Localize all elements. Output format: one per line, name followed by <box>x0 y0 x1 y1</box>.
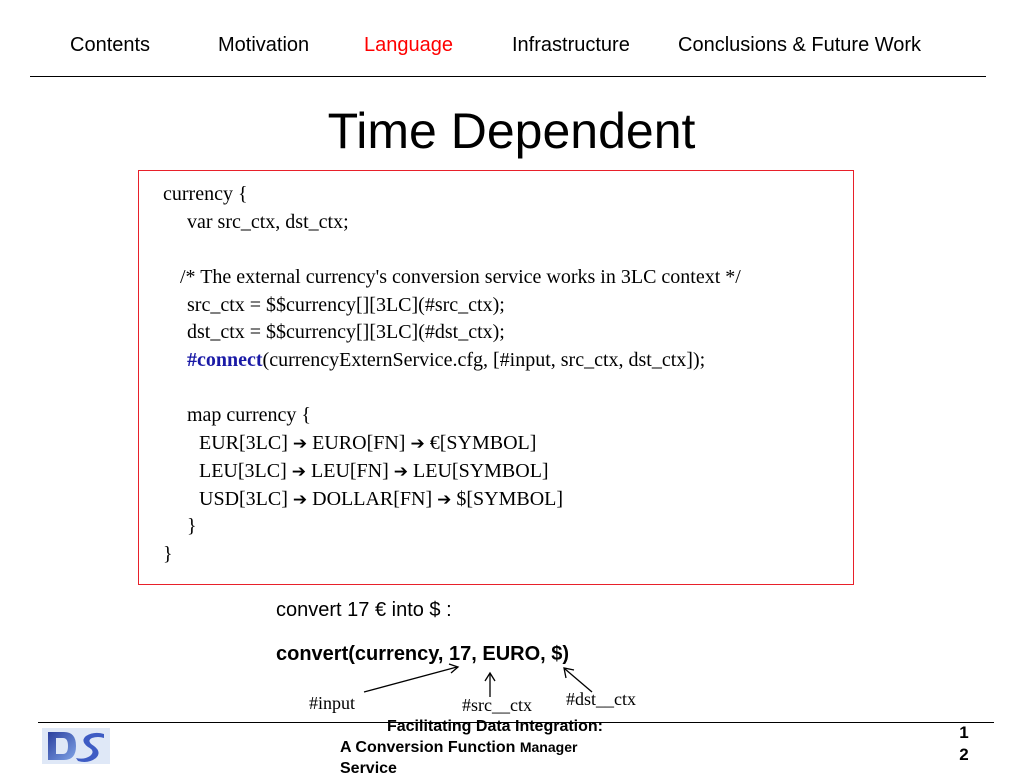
nav-item-motivation[interactable]: Motivation <box>218 34 310 56</box>
map-to: $[SYMBOL] <box>456 488 564 510</box>
map-to: €[SYMBOL] <box>429 432 537 454</box>
map-from: EUR[3LC] <box>199 432 288 454</box>
footer-line-2 <box>340 739 577 756</box>
nav-item-conclusions[interactable]: Conclusions & Future Work <box>678 34 922 56</box>
code-line: var src_ctx, dst_ctx; <box>187 211 349 233</box>
convert-description: convert 17 € into $ : <box>276 599 452 621</box>
annotation-dst-ctx: #dst__ctx <box>566 689 636 709</box>
arrow-icon: ➔ <box>410 434 425 454</box>
nav-item-language[interactable]: Language <box>364 34 453 56</box>
map-mid: EURO[FN] <box>312 432 406 454</box>
map-mid: LEU[FN] <box>311 460 389 482</box>
connect-keyword: #connect <box>187 349 263 371</box>
code-line: src_ctx = $$currency[][3LC](#src_ctx); <box>187 294 505 316</box>
code-line: } <box>163 543 173 565</box>
page-number <box>954 722 974 766</box>
connect-arguments: (currencyExternService.cfg, [#input, src_ctx, dst_ctx]); <box>262 349 706 371</box>
arrow-icon: ➔ <box>292 490 308 510</box>
slide-title: Time Dependent <box>327 103 696 159</box>
code-line: map currency { <box>187 404 311 426</box>
page-number-digit: 1 <box>959 723 969 742</box>
footer-line-2-small: Manager <box>519 739 578 755</box>
ds-logo <box>42 728 110 764</box>
arrow-icon: ➔ <box>291 462 307 482</box>
nav-item-contents[interactable]: Contents <box>70 34 151 56</box>
map-from: USD[3LC] <box>199 488 288 510</box>
footer-line-1: Facilitating Data Integration: <box>386 718 603 735</box>
arrow-icon: ➔ <box>437 490 452 510</box>
arrow-icon: ➔ <box>393 462 409 482</box>
code-line: dst_ctx = $$currency[][3LC](#dst_ctx); <box>187 321 505 343</box>
code-line: } <box>187 515 197 537</box>
nav-item-infrastructure[interactable]: Infrastructure <box>512 34 630 56</box>
footer-title <box>340 716 650 779</box>
code-comment: /* The external currency's conversion service works in 3LC context */ <box>180 266 741 288</box>
annotation-src-ctx: #src__ctx <box>462 695 532 715</box>
page-number-digit: 2 <box>959 745 969 764</box>
map-to: LEU[SYMBOL] <box>413 460 549 482</box>
map-from: LEU[3LC] <box>199 460 287 482</box>
footer-line-2-main: A Conversion Function <box>340 739 516 756</box>
annotation-input: #input <box>309 693 356 713</box>
arrow-icon: ➔ <box>292 434 308 454</box>
code-line: currency { <box>163 183 248 205</box>
map-mid: DOLLAR[FN] <box>312 488 433 510</box>
convert-call: convert(currency, 17, EURO, $) <box>276 643 570 665</box>
footer-line-3: Service <box>340 760 397 777</box>
